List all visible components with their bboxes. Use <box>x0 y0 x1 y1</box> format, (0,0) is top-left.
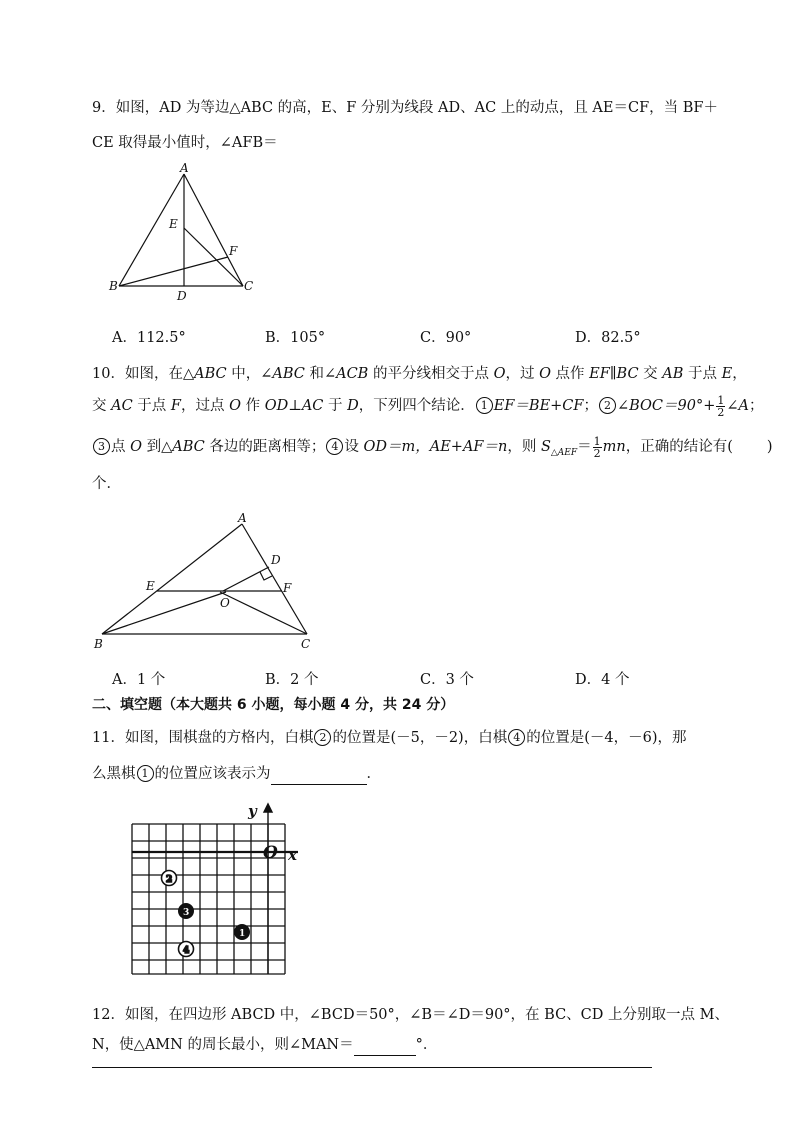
q9-segment-bf <box>119 257 228 286</box>
black-stone-1 <box>234 924 250 940</box>
q10-line-1: 10．如图，在△ABC 中，∠ABC 和∠ACB 的平分线相交于点 O，过 O 点作 EF∥BC 交 AB 于点 E， <box>92 366 747 382</box>
q10-perpendicular-od <box>223 567 269 591</box>
q9-label-a: A <box>180 161 189 175</box>
q9-label-d: D <box>177 289 187 303</box>
circled-number-4: 4 <box>326 438 343 455</box>
white-stone-2-label: 2 <box>166 875 173 885</box>
white-stone-4 <box>179 942 194 957</box>
section-fill-in-title: 二、填空题（本大题共 6 小题，每小题 4 分，共 24 分） <box>92 697 455 713</box>
black-stone-3 <box>178 903 194 919</box>
q10-line-4: 个． <box>92 476 121 492</box>
page-bottom-rule <box>92 1067 652 1068</box>
q10-label-e: E <box>146 579 155 593</box>
q10-side-ac <box>242 524 307 634</box>
black-stone-3-label: 3 <box>183 908 190 918</box>
q9-option-c: C．90° <box>420 330 472 346</box>
q9-side-ac <box>184 174 243 286</box>
q10-label-f: F <box>283 581 292 595</box>
q9-figure <box>105 160 265 305</box>
go-board-figure <box>120 800 320 985</box>
fraction-one-half: $\frac{1}{2}$ <box>717 393 725 419</box>
q10-label-d: D <box>271 553 281 567</box>
white-stone-4-label: 4 <box>183 946 190 956</box>
q10-label-b: B <box>94 637 103 651</box>
q10-bisector-bo <box>102 592 226 634</box>
q10-line-3: 3 点 O 到△ABC 各边的距离相等； 4 设 OD＝m，AE+AF＝n，则 $S_{\triangle AEF}=$ $\frac{1}{2}$ mn，正确的结论有( ) <box>92 435 773 459</box>
q10-right-angle-mark <box>260 572 272 580</box>
q10-option-b: B．2 个 <box>265 672 319 688</box>
fraction-one-half-area: $\frac{1}{2}$ <box>593 434 601 460</box>
q12-line-1: 12．如图，在四边形 ABCD 中，∠BCD＝50°，∠B＝∠D＝90°，在 BC、CD 上分别取一点 M、 <box>92 1007 729 1023</box>
x-axis-label: x <box>288 846 297 864</box>
q10-side-ab <box>102 524 242 634</box>
q10-line-2: 交 AC 于点 F，过点 O 作 OD⊥AC 于 D，下列四个结论． 1 EF＝BE+CF； 2 ∠BOC＝90°+ $\frac{1}{2}$ ∠A； <box>92 393 764 419</box>
q9-label-c: C <box>244 279 254 293</box>
q11-answer-blank[interactable] <box>271 768 367 785</box>
q11-line-1: 11．如图，围棋盘的方格内，白棋 2 的位置是(－5，－2)，白棋 4 的位置是(－4，－6)，那 <box>92 730 687 746</box>
circled-number-3: 3 <box>93 438 110 455</box>
q9-label-b: B <box>109 279 118 293</box>
q10-option-c: C．3 个 <box>420 672 474 688</box>
q10-label-a: A <box>238 511 247 525</box>
circled-number-2-q11: 2 <box>314 729 331 746</box>
q10-figure <box>90 510 325 655</box>
circled-number-2: 2 <box>599 397 616 414</box>
origin-label: O <box>263 843 278 863</box>
q10-label-o: O <box>220 596 230 610</box>
circled-number-4-q11: 4 <box>508 729 525 746</box>
q9-line-1: 9．如图，AD 为等边△ABC 的高，E、F 分别为线段 AD、AC 上的动点，且 AE＝CF，当 BF＋ <box>92 100 718 116</box>
black-stone-1-label: 1 <box>239 929 246 939</box>
q12-answer-blank[interactable] <box>354 1039 416 1056</box>
q12-line-2: N，使△AMN 的周长最小，则∠MAN＝ °． <box>92 1033 437 1056</box>
q9-label-e: E <box>169 217 178 231</box>
circled-number-1-q11: 1 <box>137 765 154 782</box>
q9-option-d: D．82.5° <box>575 330 641 346</box>
q9-label-f: F <box>229 244 238 258</box>
q9-option-b: B．105° <box>265 330 326 346</box>
q9-option-a: A．112.5° <box>112 330 186 346</box>
q10-option-a: A．1 个 <box>112 672 166 688</box>
y-axis-arrow-icon <box>264 804 272 812</box>
q11-line-2: 么黑棋 1 的位置应该表示为 ． <box>92 762 381 785</box>
white-stone-2 <box>162 871 177 886</box>
y-axis-label: y <box>248 802 257 820</box>
q10-option-d: D．4 个 <box>575 672 630 688</box>
q10-label-c: C <box>301 637 311 651</box>
circled-number-1: 1 <box>476 397 493 414</box>
q9-line-2: CE 取得最小值时，∠AFB＝ <box>92 135 278 151</box>
